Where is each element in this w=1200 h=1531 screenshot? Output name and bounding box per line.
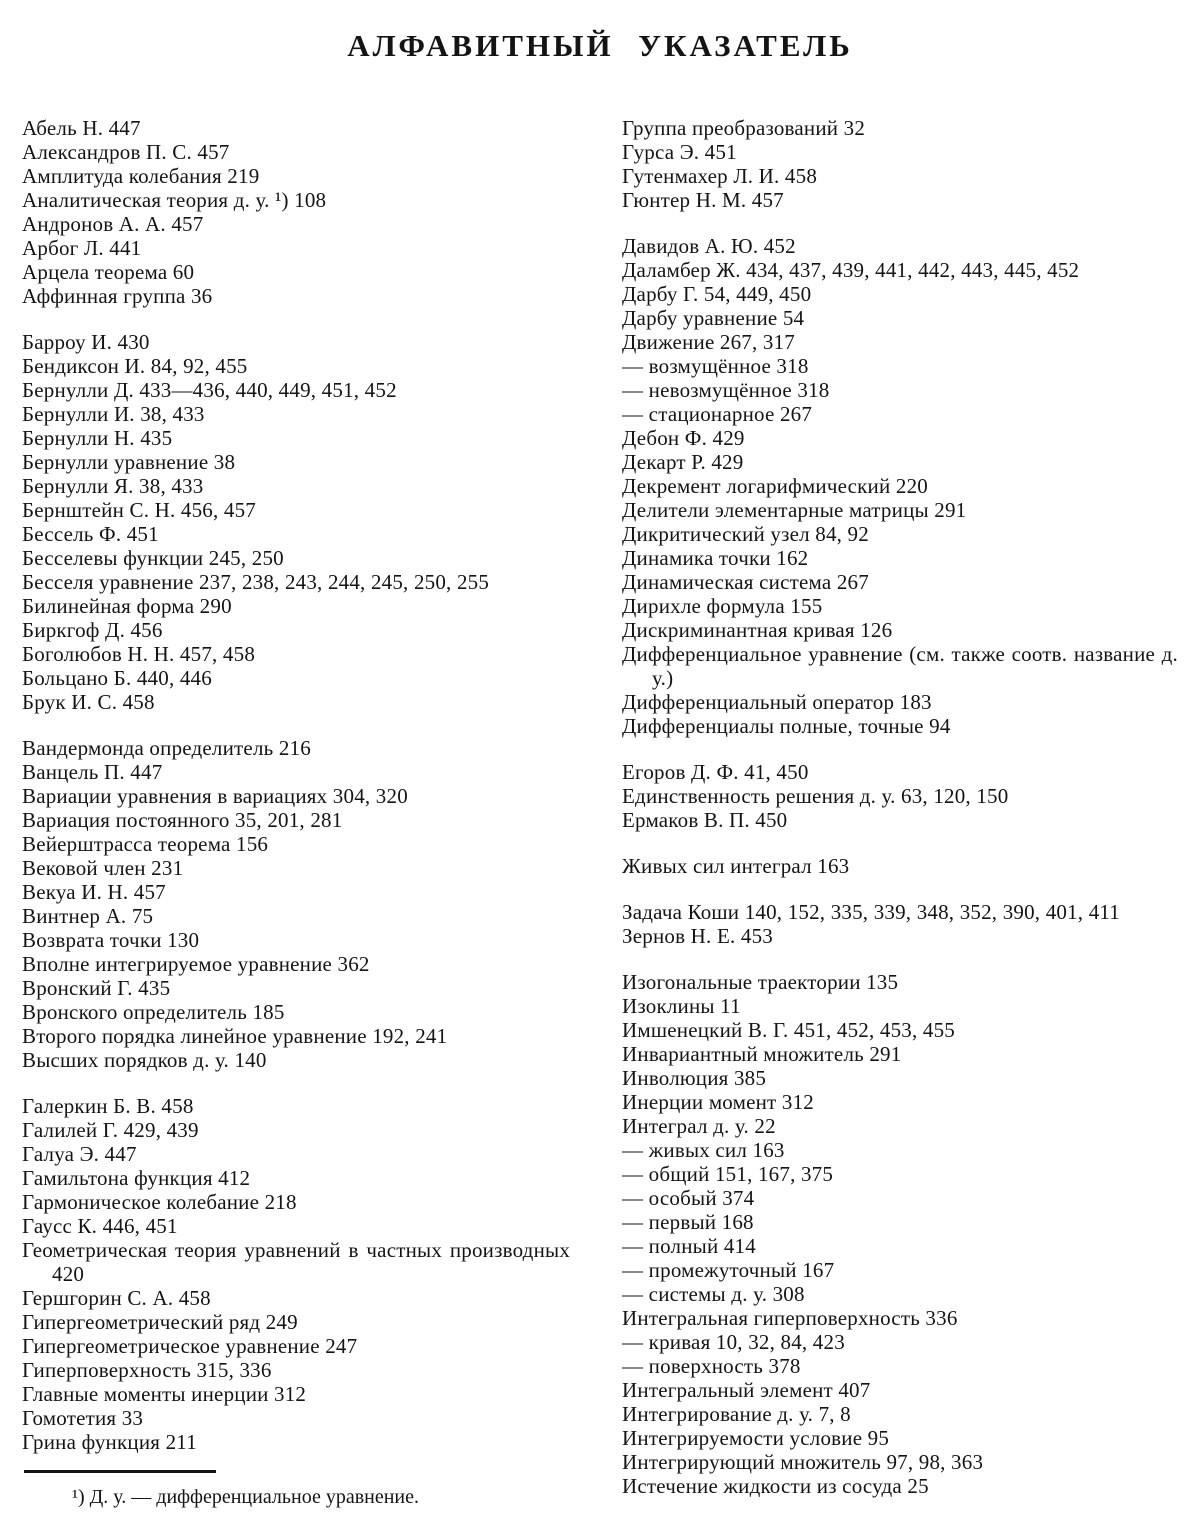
index-entry: — кривая 10, 32, 84, 423 xyxy=(622,1330,845,1354)
index-entry: Ванцель П. 447 xyxy=(22,760,163,784)
index-entry: Бессель Ф. 451 xyxy=(22,522,159,546)
index-entry: Интегрирование д. у. 7, 8 xyxy=(622,1402,851,1426)
index-entry: — возмущённое 318 xyxy=(622,354,809,378)
index-entry: Аффинная группа 36 xyxy=(22,284,213,308)
footnote-text xyxy=(22,1485,570,1509)
index-entry: Главные моменты инерции 312 xyxy=(22,1382,307,1406)
index-entry: Дифференциальное уравнение (см. также соотв. название д. у.) xyxy=(622,642,1178,690)
index-entry: — живых сил 163 xyxy=(622,1138,785,1162)
index-entry: — поверхность 378 xyxy=(622,1354,801,1378)
footnote-body: Д. у. — дифференциальное уравнение. xyxy=(89,1486,420,1508)
index-entry: Гаусс К. 446, 451 xyxy=(22,1214,178,1238)
index-entry: Векуа И. Н. 457 xyxy=(22,880,166,904)
index-entry: Винтнер А. 75 xyxy=(22,904,154,928)
index-entry: Бесселевы функции 245, 250 xyxy=(22,546,284,570)
index-entry: Истечение жидкости из сосуда 25 xyxy=(622,1474,929,1498)
index-entry: Движение 267, 317 xyxy=(622,330,796,354)
index-entry: Дифференциалы полные, точные 94 xyxy=(622,714,951,738)
index-entry: Александров П. С. 457 xyxy=(22,140,230,164)
index-entry: Больцано Б. 440, 446 xyxy=(22,666,212,690)
index-entry: Даламбер Ж. 434, 437, 439, 441, 442, 443, 445, 452 xyxy=(622,258,1080,282)
index-entry: Интегральная гиперповерхность 336 xyxy=(622,1306,958,1330)
index-entry: Гармоническое колебание 218 xyxy=(22,1190,297,1214)
footnote-rule xyxy=(24,1470,216,1473)
index-entry: Бесселя уравнение 237, 238, 243, 244, 245, 250, 255 xyxy=(22,570,490,594)
index-entry: — стационарное 267 xyxy=(622,402,813,426)
index-entry: Боголюбов Н. Н. 457, 458 xyxy=(22,642,256,666)
index-entry: — общий 151, 167, 375 xyxy=(622,1162,834,1186)
index-entry: Гипергеометрическое уравнение 247 xyxy=(22,1334,358,1358)
index-entry: Инволюция 385 xyxy=(622,1066,767,1090)
index-entry: Вариация постоянного 35, 201, 281 xyxy=(22,808,343,832)
index-entry: Вековой член 231 xyxy=(22,856,184,880)
index-entry: — промежуточный 167 xyxy=(622,1258,835,1282)
index-entry: Биркгоф Д. 456 xyxy=(22,618,163,642)
index-entry: Бернулли уравнение 38 xyxy=(22,450,236,474)
index-entry: Интегральный элемент 407 xyxy=(622,1378,871,1402)
index-entry: — особый 374 xyxy=(622,1186,755,1210)
right-column-groups xyxy=(622,116,1178,1498)
footnote-marker: ¹) xyxy=(72,1486,85,1508)
right-column xyxy=(622,116,1178,1509)
left-column xyxy=(22,116,570,1509)
index-entry: Вронского определитель 185 xyxy=(22,1000,285,1024)
index-entry: Гомотетия 33 xyxy=(22,1406,144,1430)
index-entry: Декарт Р. 429 xyxy=(622,450,744,474)
index-entry: Бернулли Д. 433—436, 440, 449, 451, 452 xyxy=(22,378,397,402)
index-entry: Дикритический узел 84, 92 xyxy=(622,522,869,546)
index-entry: Вандермонда определитель 216 xyxy=(22,736,311,760)
index-entry: Арцела теорема 60 xyxy=(22,260,195,284)
index-group xyxy=(622,854,1178,878)
index-entry: Дарбу Г. 54, 449, 450 xyxy=(622,282,812,306)
index-entry: — системы д. у. 308 xyxy=(622,1282,805,1306)
index-entry: Бернулли Я. 38, 433 xyxy=(22,474,204,498)
index-group xyxy=(622,234,1178,738)
index-entry: Гиперповерхность 315, 336 xyxy=(22,1358,272,1382)
index-entry: — полный 414 xyxy=(622,1234,756,1258)
index-entry: Барроу И. 430 xyxy=(22,330,150,354)
index-entry: Задача Коши 140, 152, 335, 339, 348, 352, 390, 401, 411 xyxy=(622,900,1121,924)
index-entry: Динамическая система 267 xyxy=(622,570,869,594)
index-group xyxy=(22,116,570,308)
index-group xyxy=(622,760,1178,832)
index-entry: Инвариантный множитель 291 xyxy=(622,1042,902,1066)
index-entry: Галуа Э. 447 xyxy=(22,1142,137,1166)
index-entry: Гипергеометрический ряд 249 xyxy=(22,1310,298,1334)
footnote xyxy=(22,1470,570,1509)
index-group xyxy=(622,116,1178,212)
index-entry: Бернулли Н. 435 xyxy=(22,426,173,450)
index-entry: — невозмущённое 318 xyxy=(622,378,830,402)
index-entry: Бернулли И. 38, 433 xyxy=(22,402,205,426)
index-entry: Изогональные траектории 135 xyxy=(622,970,899,994)
index-entry: Галилей Г. 429, 439 xyxy=(22,1118,199,1142)
index-group xyxy=(22,330,570,714)
index-entry: Грина функция 211 xyxy=(22,1430,197,1454)
index-entry: Дифференциальный оператор 183 xyxy=(622,690,932,714)
index-entry: Арбог Л. 441 xyxy=(22,236,142,260)
index-group xyxy=(22,1094,570,1454)
page-title: АЛФАВИТНЫЙ УКАЗАТЕЛЬ xyxy=(347,28,853,63)
index-entry: Имшенецкий В. Г. 451, 452, 453, 455 xyxy=(622,1018,955,1042)
index-entry: Зернов Н. Е. 453 xyxy=(622,924,773,948)
index-entry: Дебон Ф. 429 xyxy=(622,426,745,450)
index-entry: Гурса Э. 451 xyxy=(622,140,737,164)
index-entry: Динамика точки 162 xyxy=(622,546,809,570)
index-entry: Ермаков В. П. 450 xyxy=(622,808,788,832)
index-entry: Дискриминантная кривая 126 xyxy=(622,618,893,642)
index-entry: Андронов А. А. 457 xyxy=(22,212,204,236)
index-entry: Декремент логарифмический 220 xyxy=(622,474,928,498)
index-entry: Гутенмахер Л. И. 458 xyxy=(622,164,818,188)
index-entry: Гамильтона функция 412 xyxy=(22,1166,251,1190)
index-entry: Геометрическая теория уравнений в частных производных 420 xyxy=(22,1238,571,1286)
index-entry: Гюнтер Н. М. 457 xyxy=(622,188,784,212)
index-entry: Группа преобразований 32 xyxy=(622,116,866,140)
index-entry: Высших порядков д. у. 140 xyxy=(22,1048,267,1072)
index-group xyxy=(622,970,1178,1498)
index-entry: Давидов А. Ю. 452 xyxy=(622,234,796,258)
index-entry: Вариации уравнения в вариациях 304, 320 xyxy=(22,784,408,808)
index-entry: Амплитуда колебания 219 xyxy=(22,164,260,188)
index-entry: Абель Н. 447 xyxy=(22,116,141,140)
index-columns xyxy=(22,116,1178,1509)
index-entry: Интегрирующий множитель 97, 98, 363 xyxy=(622,1450,984,1474)
index-entry: Бернштейн С. Н. 456, 457 xyxy=(22,498,256,522)
index-entry: Дирихле формула 155 xyxy=(622,594,823,618)
index-entry: Гершгорин С. А. 458 xyxy=(22,1286,211,1310)
index-entry: Вейерштрасса теорема 156 xyxy=(22,832,269,856)
index-entry: Интегрируемости условие 95 xyxy=(622,1426,890,1450)
index-entry: Делители элементарные матрицы 291 xyxy=(622,498,967,522)
left-column-groups xyxy=(22,116,570,1454)
index-group xyxy=(22,736,570,1072)
index-entry: Вронский Г. 435 xyxy=(22,976,171,1000)
index-entry: Возврата точки 130 xyxy=(22,928,200,952)
index-entry: — первый 168 xyxy=(622,1210,754,1234)
index-entry: Егоров Д. Ф. 41, 450 xyxy=(622,760,809,784)
index-entry: Изоклины 11 xyxy=(622,994,741,1018)
index-entry: Галеркин Б. В. 458 xyxy=(22,1094,194,1118)
index-group xyxy=(622,900,1178,948)
index-entry: Билинейная форма 290 xyxy=(22,594,232,618)
index-entry: Вполне интегрируемое уравнение 362 xyxy=(22,952,370,976)
index-entry: Интеграл д. у. 22 xyxy=(622,1114,776,1138)
index-entry: Бендиксон И. 84, 92, 455 xyxy=(22,354,248,378)
index-entry: Аналитическая теория д. у. ¹) 108 xyxy=(22,188,327,212)
index-entry: Единственность решения д. у. 63, 120, 150 xyxy=(622,784,1009,808)
index-entry: Брук И. С. 458 xyxy=(22,690,155,714)
index-entry: Дарбу уравнение 54 xyxy=(622,306,805,330)
index-entry: Второго порядка линейное уравнение 192, 241 xyxy=(22,1024,448,1048)
index-entry: Инерции момент 312 xyxy=(622,1090,814,1114)
index-entry: Живых сил интеграл 163 xyxy=(622,854,850,878)
